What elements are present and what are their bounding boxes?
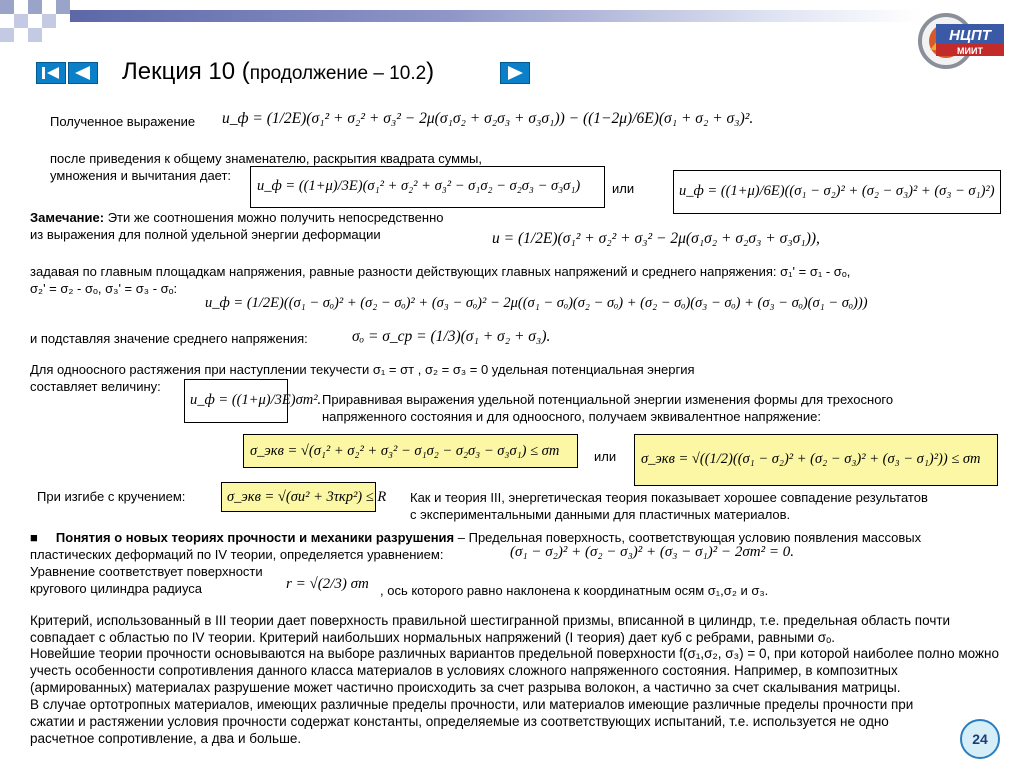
text-l13: Как и теория III, энергетическая теория показывает хорошее совпадение результатов (410, 490, 928, 505)
formula-box-f2 (250, 166, 605, 208)
formula-box-f3 (673, 170, 1001, 214)
logo (916, 10, 1006, 72)
text-l7: и подставляя значение среднего напряжения: (30, 331, 308, 346)
formula-f12: r = √(2/3) σт (286, 576, 369, 592)
formula-box-f10 (221, 482, 387, 512)
section-heading: ■ Понятия о новых теориях прочности и механики разрушения – Предельная поверхность, соответствующая условию появления массовых (30, 530, 922, 545)
formula-f5: u_ф = (1/2E)((σ₁ − σₒ)² + (σ₂ − σₒ)² + (σ₃ − σₒ)² − 2μ((σ₁ − σₒ)(σ₂ − σₒ) + (σ₂ − σₒ)(σ₃ − σₒ) + (σ₃ − σₒ)(σ₁ − σₒ))) (205, 295, 868, 311)
text-l17: Уравнение соответствует поверхности (30, 564, 263, 579)
text-l9: составляет величину: (30, 379, 161, 394)
paragraph-3: В случае ортотропных материалов, имеющих различные пределы прочности, или материалов имеющие различные пределы прочности при сжатии и растяжении условия прочности содержат константы, определяемые из соответствующих испытаний, т.е. используется не одно расчетное сопротивление, а два и больше. (30, 697, 914, 746)
page-title: Лекция 10 (продолжение – 10.2) (122, 58, 435, 85)
next-icon (501, 63, 529, 83)
skip-back-icon (37, 63, 65, 83)
text-l2: после приведения к общему знаменателю, раскрытия квадрата суммы, (50, 151, 482, 166)
text-l11: напряженного состояния и для одноосного, получаем эквивалентное напряжение: (322, 409, 821, 424)
formula-f3: u_ф = ((1+μ)/6E)((σ₁ − σ₂)² + (σ₂ − σ₃)² + (σ₃ − σ₁)²) (679, 183, 995, 199)
text-l19: , ось которого равно наклонена к координатным осям σ₁,σ₂ и σ₃. (380, 583, 769, 598)
logo-text: НЦПТ (949, 27, 991, 44)
header-band (0, 0, 1024, 48)
formula-box-f7 (184, 379, 322, 423)
text-l3: умножения и вычитания дает: (50, 168, 232, 183)
formula-box-f9 (634, 434, 998, 486)
or-label-1: или (612, 181, 635, 196)
remark-text-2: из выражения для полной удельной энергии деформации (30, 227, 381, 242)
formula-f1: u_ф = (1/2E)(σ₁² + σ₂² + σ₃² − 2μ(σ₁σ₂ + σ₂σ₃ + σ₃σ₁)) − ((1−2μ)/6E)(σ₁ + σ₂ + σ₃)². (222, 110, 754, 127)
prev-slide-button[interactable] (68, 62, 98, 84)
formula-f11: (σ₁ − σ₂)² + (σ₂ − σ₃)² + (σ₃ − σ₁)² − 2σт² = 0. (510, 544, 794, 560)
formula-box-f8 (243, 434, 578, 468)
text-l10: Приравнивая выражения удельной потенциальной энергии изменения формы для трехосного (322, 392, 894, 407)
intro-text: Полученное выражение (50, 114, 196, 129)
logo-subtext: МИИТ (957, 46, 983, 56)
text-l14: с экспериментальными данными для пластичных материалов. (410, 507, 791, 522)
or-label-2: или (594, 449, 617, 464)
next-slide-button[interactable] (500, 62, 530, 84)
remark-text: Замечание: Эти же соотношения можно получить непосредственно (30, 210, 444, 225)
prev-icon (69, 63, 97, 83)
text-l8: Для одноосного растяжения при наступлении текучести σ₁ = σт , σ₂ = σ₃ = 0 удельная потенциальная энергия (30, 362, 695, 377)
formula-f2: u_ф = ((1+μ)/3E)(σ₁² + σ₂² + σ₃² − σ₁σ₂ − σ₂σ₃ − σ₃σ₁) (257, 178, 581, 194)
text-l12: При изгибе с кручением: (37, 489, 186, 504)
formula-f9: σ_экв = √((1/2)((σ₁ − σ₂)² + (σ₂ − σ₃)² + (σ₃ − σ₁)²)) ≤ σт (641, 451, 981, 467)
formula-f7: u_ф = ((1+μ)/3E)σт². (190, 392, 322, 408)
paragraph-2: Новейшие теории прочности основываются на выборе различных вариантов предельной поверхности f(σ₁,σ₂, σ₃) = 0, при которой наиболее полно можно учесть особенности сопротивления данного класса материалов в условиях сложного напряженного состояния. Например, в композитных (армированных) материалах разрушение может частично происходить за счет разрыва волокон, а частично за счет скалывания матрицы. (30, 646, 1000, 695)
formula-f10: σ_экв = √(σи² + 3τкр²) ≤ R (227, 489, 387, 505)
formula-f6: σₒ = σ_ср = (1/3)(σ₁ + σ₂ + σ₃). (352, 328, 551, 345)
page-number: 24 (960, 719, 1000, 759)
text-l5: задавая по главным площадкам напряжения, равные разности действующих главных напряжений и среднего напряжения: σ₁' = σ₁ - σₒ, (30, 264, 851, 279)
paragraph-1: Критерий, использованный в III теории дает поверхность правильной шестигранной призмы, вписанной в цилиндр, т.е. предельная область почти совпадает с областью по IV теории. Критерий наибольших нормальных напряжений (I теория) дает куб с ребрами, равными σₒ. (30, 613, 951, 645)
text-l16: пластических деформаций по IV теории, определяется уравнением: (30, 547, 444, 562)
formula-f4: u = (1/2E)(σ₁² + σ₂² + σ₃² − 2μ(σ₁σ₂ + σ₂σ₃ + σ₃σ₁)), (492, 230, 820, 247)
first-slide-button[interactable] (36, 62, 66, 84)
formula-f8: σ_экв = √(σ₁² + σ₂² + σ₃² − σ₁σ₂ − σ₂σ₃ − σ₃σ₁) ≤ σт (250, 443, 560, 459)
text-l6: σ₂' = σ₂ - σₒ, σ₃' = σ₃ - σₒ: (30, 281, 178, 296)
text-l18: кругового цилиндра радиуса (30, 581, 203, 596)
